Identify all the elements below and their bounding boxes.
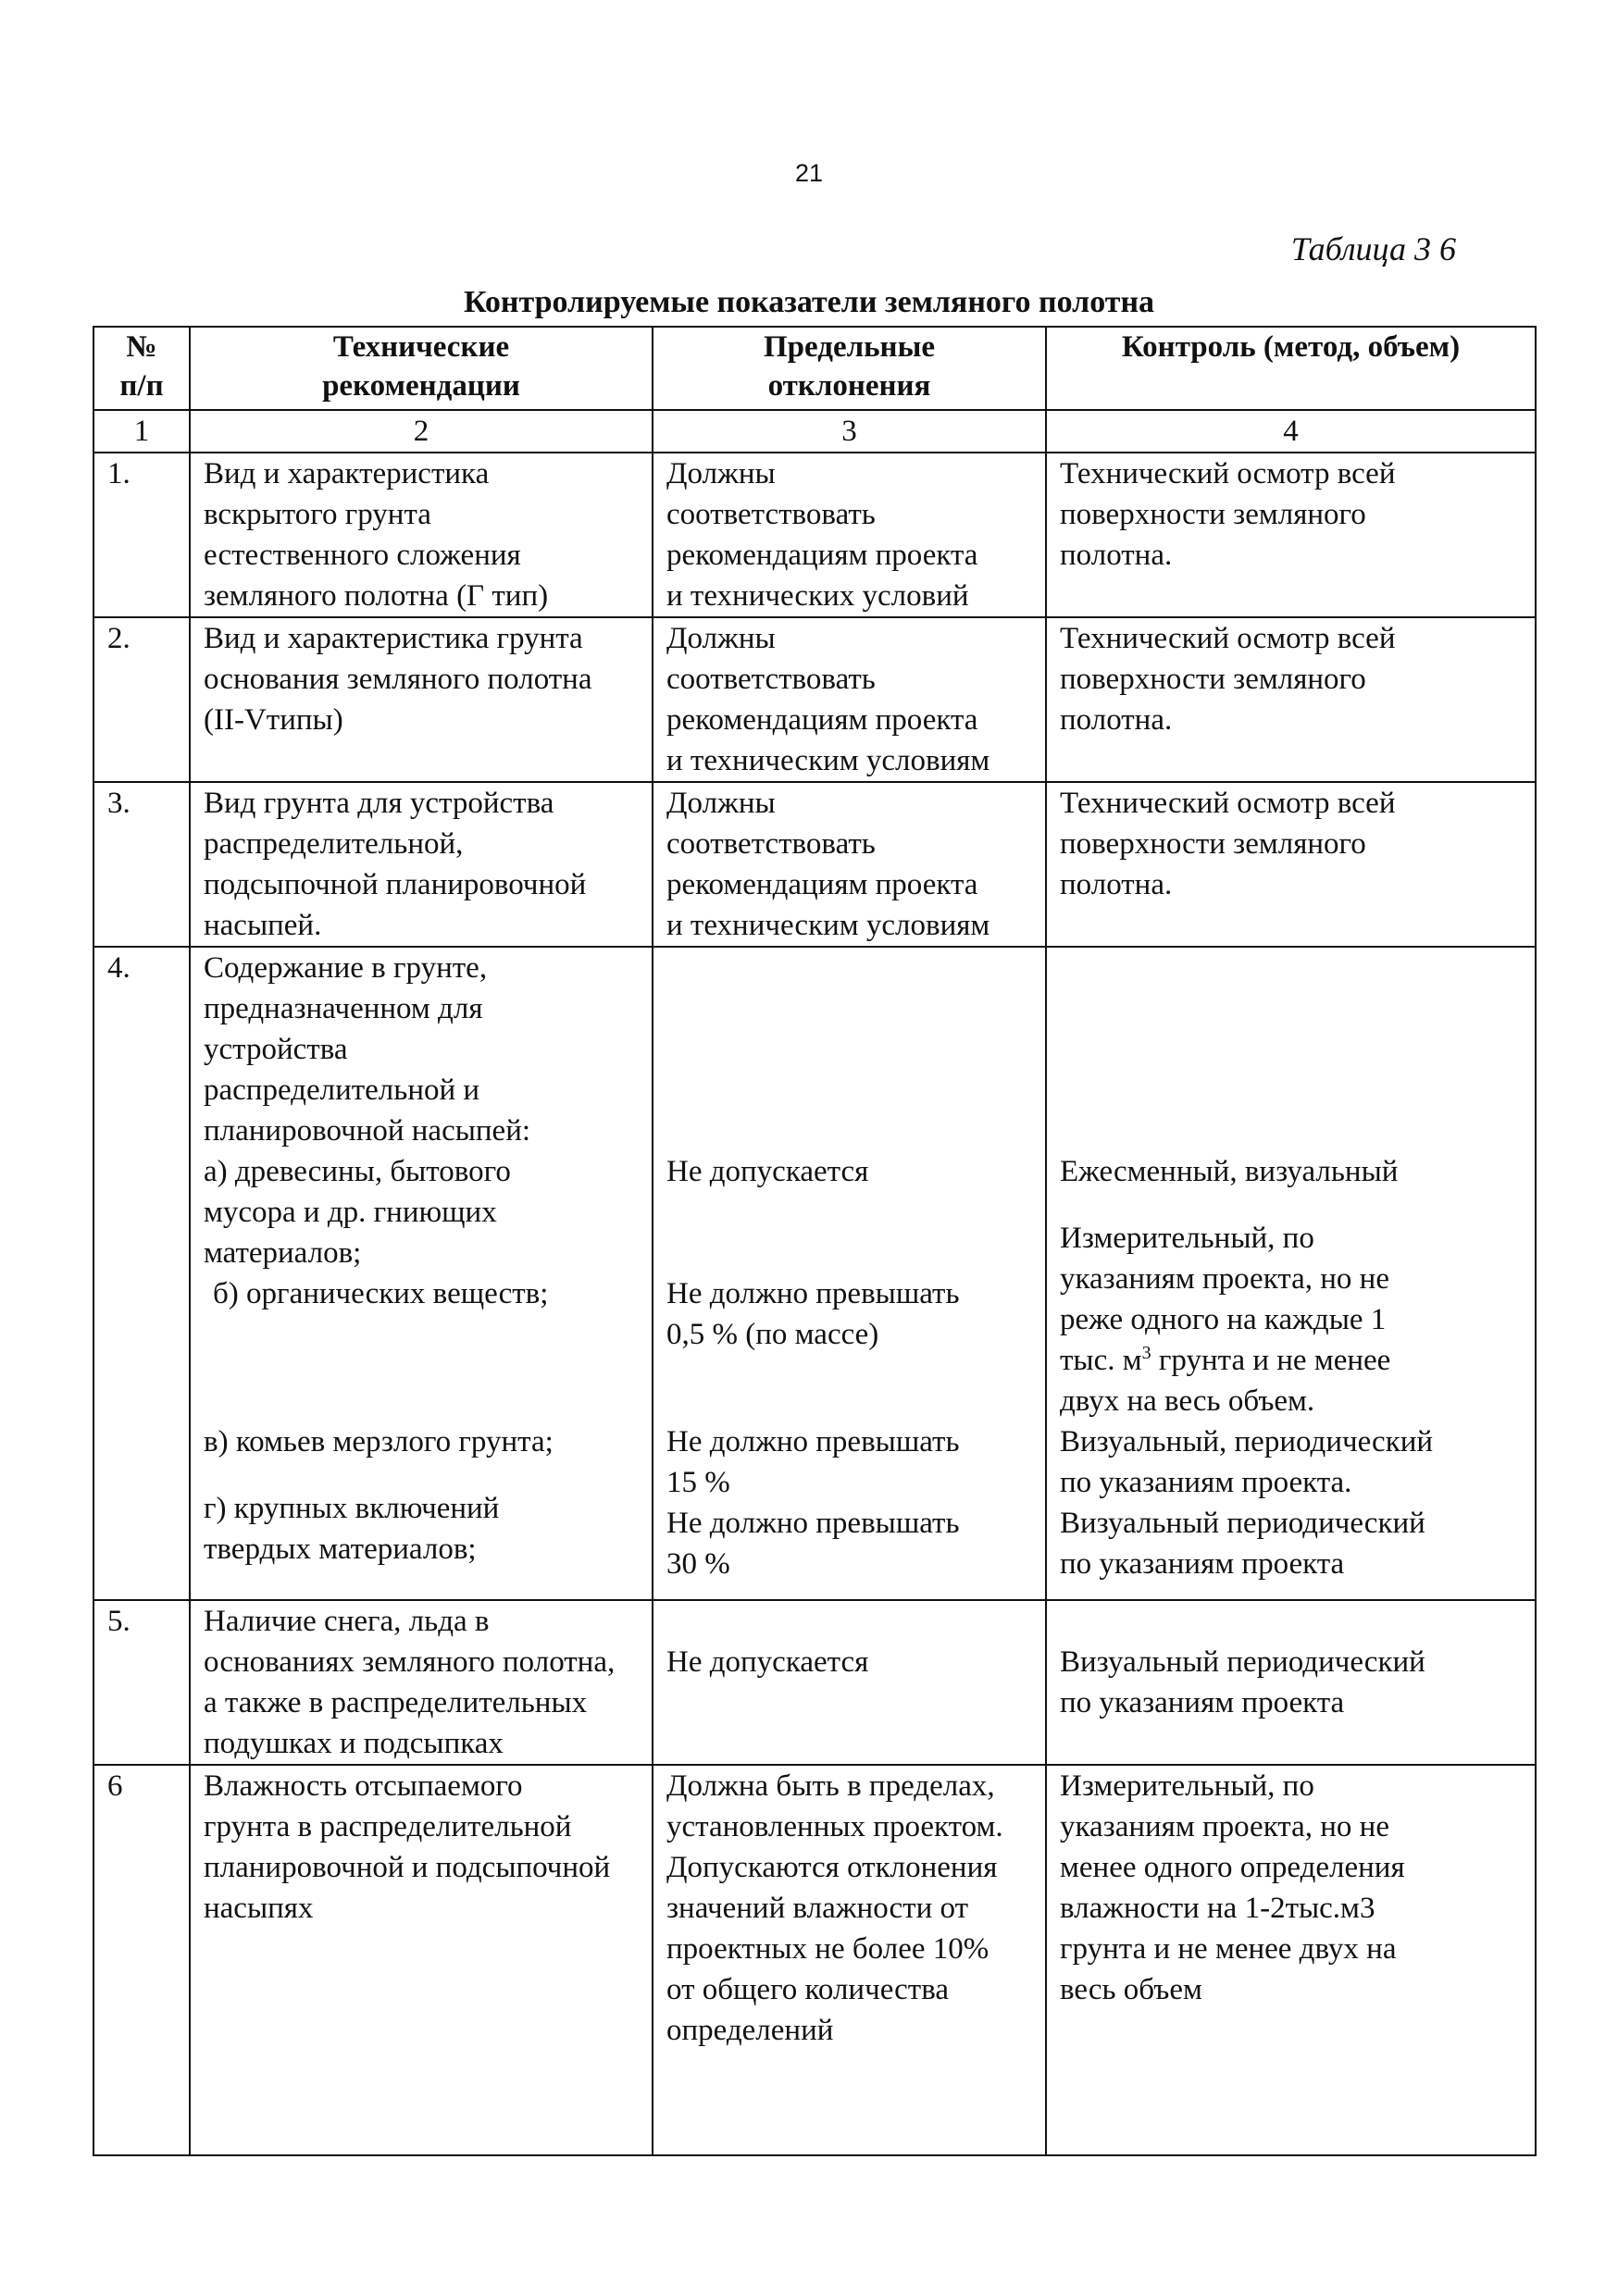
control-cell: Измерительный, по указаниям проекта, но не менее одного определения влажности на 1-2тыс.м3 грунта и не менее двух на весь объем [1046,1765,1536,2155]
table-row [93,1600,1536,1765]
header-recommendations: Технические рекомендации [190,327,653,410]
page-number: 21 [794,159,824,187]
column-number: 4 [1046,410,1536,453]
header-control: Контроль (метод, объем) [1046,327,1536,410]
column-number: 2 [190,410,653,453]
control-cell: Визуальный периодический по указаниям проекта [1046,1600,1536,1765]
row-number: 6 [93,1765,190,2155]
control-cell: Ежесменный, визуальный Измерительный, по указаниям проекта, но не реже одного на каждые 1 тыс. $м^3$ грунта и не менее двух на весь объем. Визуальный, периодический по указаниям проекта. Визуальный периодический по указаниям проекта [1046,947,1536,1600]
row-number: 5. [93,1600,190,1765]
recommendation-cell: Влажность отсыпаемого грунта в распределительной планировочной и подсыпочной насыпях [190,1765,653,2155]
deviation-cell: Не допускается [653,1600,1046,1765]
header-deviations: Предельные отклонения [653,327,1046,410]
table-row [93,947,1536,1600]
recommendation-cell: Вид и характеристика вскрытого грунта естественного сложения земляного полотна (Г тип) [190,453,653,617]
deviation-cell: Должны соответствовать рекомендациям проекта и техническим условиям [653,782,1046,947]
recommendation-cell: Наличие снега, льда в основаниях земляного полотна, а также в распределительных подушках и подсыпках [190,1600,653,1765]
table-header-row [93,327,1536,410]
control-cell: Технический осмотр всей поверхности земляного полотна. [1046,617,1536,782]
row-number: 3. [93,782,190,947]
column-number: 3 [653,410,1046,453]
table-row [93,617,1536,782]
deviation-cell: Не допускается Не должно превышать 0,5 % (по массе) Не должно превышать 15 % Не должно превышать 30 % [653,947,1046,1600]
column-number-row [93,410,1536,453]
recommendation-cell: Вид грунта для устройства распределительной, подсыпочной планировочной насыпей. [190,782,653,947]
header-number: № п/п [93,327,190,410]
deviation-cell: Должна быть в пределах, установленных проектом. Допускаются отклонения значений влажности от проектных не более 10% от общего количества определений [653,1765,1046,2155]
row-number: 2. [93,617,190,782]
table-caption: Таблица 3 6 [1290,230,1456,267]
indicators-table [93,326,1537,2156]
row-number: 1. [93,453,190,617]
table-title: Контролируемые показатели земляного полотна [463,285,1155,319]
table-row [93,1765,1536,2155]
recommendation-cell: Содержание в грунте, предназначенном для устройства распределительной и планировочной насыпей: а) древесины, бытового мусора и др. гниющих материалов; б) органических веществ; в) комьев мерзлого грунта; г) крупных включений твердых материалов; [190,947,653,1600]
recommendation-cell: Вид и характеристика грунта основания земляного полотна (II-Vтипы) [190,617,653,782]
row-number: 4. [93,947,190,1600]
table-row [93,782,1536,947]
column-number: 1 [93,410,190,453]
control-cell: Технический осмотр всей поверхности земляного полотна. [1046,782,1536,947]
deviation-cell: Должны соответствовать рекомендациям проекта и технических условий [653,453,1046,617]
table-row [93,453,1536,617]
control-cell: Технический осмотр всей поверхности земляного полотна. [1046,453,1536,617]
deviation-cell: Должны соответствовать рекомендациям проекта и техническим условиям [653,617,1046,782]
